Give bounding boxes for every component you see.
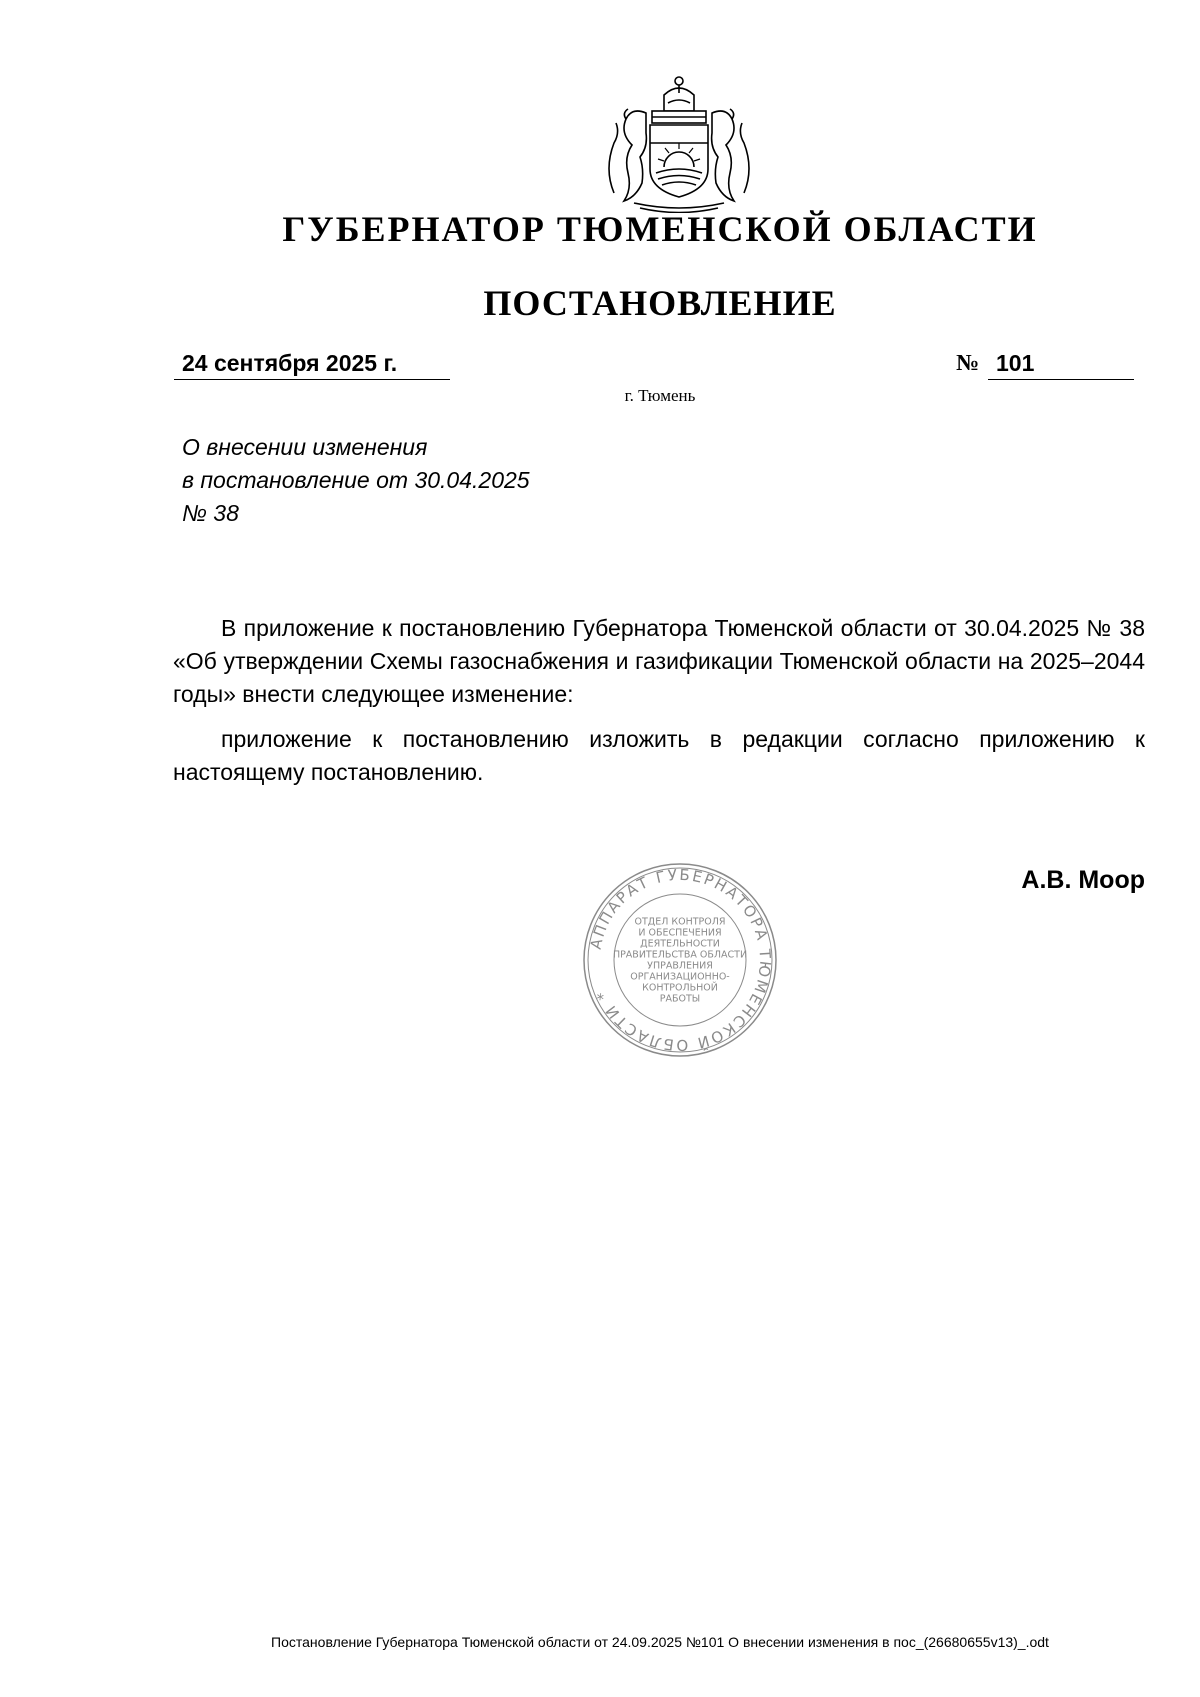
file-footer: Постановление Губернатора Тюменской области от 24.09.2025 №101 О внесении изменения в пос_(26680655v13)_.odt [271, 1634, 1049, 1650]
city-line: г. Тюмень [624, 386, 696, 405]
stamp-inner-line: УПРАВЛЕНИЯ [647, 960, 713, 972]
body-paragraph: приложение к постановлению изложить в редакции согласно приложению к настоящему постановлению. [173, 726, 1145, 785]
document-date: 24 сентября 2025 г. [174, 350, 450, 380]
stamp-inner-line: КОНТРОЛЬНОЙ [642, 982, 718, 994]
coat-of-arms-icon [584, 73, 774, 213]
stamp-inner-line: ОРГАНИЗАЦИОННО- [630, 971, 730, 983]
document-body [173, 612, 1145, 801]
document-type-title: ПОСТАНОВЛЕНИЕ [483, 283, 837, 323]
document-subject [182, 431, 530, 530]
stamp-inner-line: ОТДЕЛ КОНТРОЛЯ [634, 916, 726, 928]
subject-line: О внесении изменения [182, 434, 428, 460]
subject-line: № 38 [182, 500, 239, 526]
signatory-name: А.В. Моор [1021, 866, 1145, 894]
stamp-inner-line: ДЕЯТЕЛЬНОСТИ [640, 938, 720, 950]
body-paragraph: В приложение к постановлению Губернатора Тюменской области от 30.04.2025 № 38 «Об утверждении Схемы газоснабжения и газификации Тюменской области на 2025–2044 годы» внести следующее изменение: [173, 615, 1145, 707]
stamp-inner-line: ПРАВИТЕЛЬСТВА ОБЛАСТИ [612, 949, 748, 961]
subject-line: в постановление от 30.04.2025 [182, 467, 530, 493]
official-stamp-icon [580, 860, 780, 1060]
svg-text:АППАРАТ ГУБЕРНАТОРА ТЮМЕНСКОЙ: АППАРАТ ГУБЕРНАТОРА ТЮМЕНСКОЙ ОБЛАСТИ * [586, 865, 775, 1055]
number-label: № [956, 350, 980, 375]
document-number: 101 [988, 350, 1134, 380]
organization-title: ГУБЕРНАТОР ТЮМЕНСКОЙ ОБЛАСТИ [282, 209, 1038, 249]
stamp-inner-line: РАБОТЫ [659, 993, 701, 1005]
stamp-inner-line: И ОБЕСПЕЧЕНИЯ [638, 927, 722, 939]
